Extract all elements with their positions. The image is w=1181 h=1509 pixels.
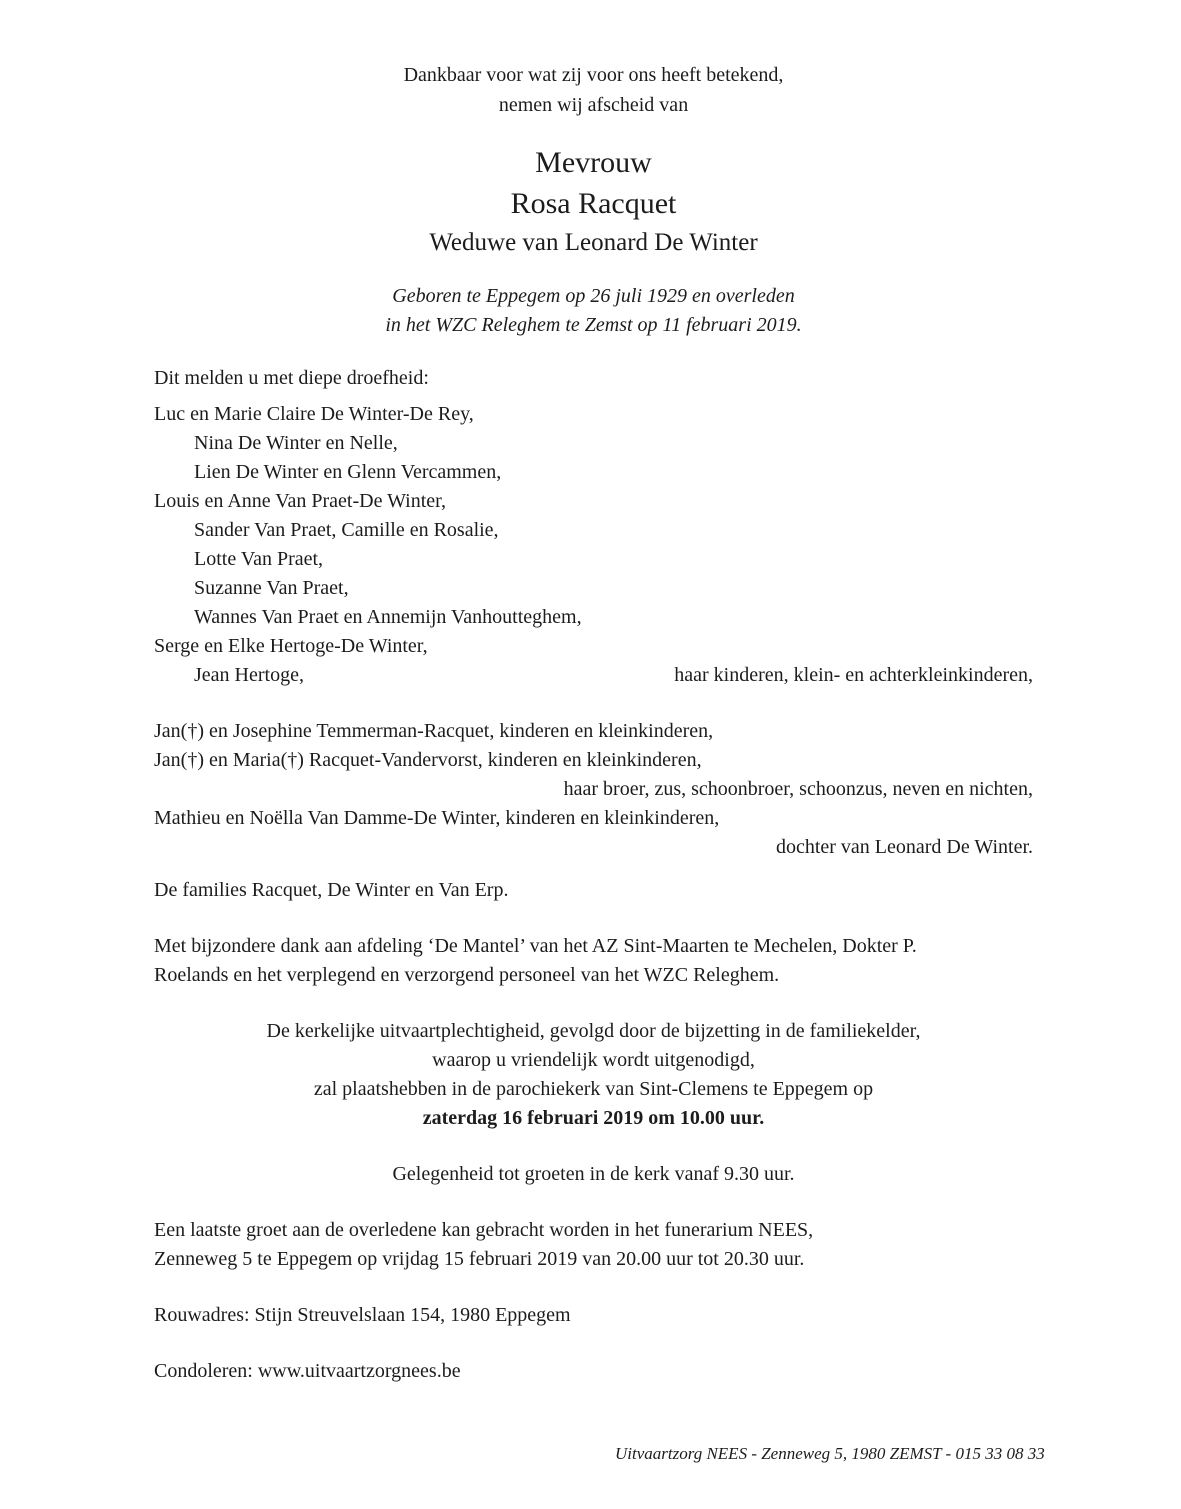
body-line: Met bijzondere dank aan afdeling ‘De Mantel’ van het AZ Sint-Maarten te Mechelen, Dokter P. (154, 935, 917, 957)
body-line (154, 661, 1033, 690)
body-line: Roelands en het verplegend en verzorgend personeel van het WZC Releghem. (154, 964, 780, 986)
body-line: Een laatste groet aan de overledene kan gebracht worden in het funerarium NEES, (154, 1219, 814, 1241)
body-line: Luc en Marie Claire De Winter-De Rey, (154, 403, 474, 425)
body-line: Louis en Anne Van Praet-De Winter, (154, 490, 447, 512)
body-line: haar broer, zus, schoonbroer, schoonzus, neven en nichten, (563, 778, 1033, 800)
body-line: Sander Van Praet, Camille en Rosalie, (194, 519, 499, 541)
body-line-left: Jean Hertoge, (194, 664, 304, 686)
body-line: Jan(†) en Josephine Temmerman-Racquet, kinderen en kleinkinderen, (154, 720, 714, 742)
body-line: Suzanne Van Praet, (194, 577, 349, 599)
dates-line-2: in het WZC Releghem te Zemst op 11 februari 2019. (385, 314, 802, 336)
dates-line-1: Geboren te Eppegem op 26 juli 1929 en overleden (392, 285, 795, 307)
deceased-salutation: Mevrouw (535, 146, 652, 179)
body-line: Lien De Winter en Glenn Vercammen, (194, 461, 502, 483)
deceased-subtitle: Weduwe van Leonard De Winter (429, 229, 758, 256)
announcement-body (154, 364, 1033, 1386)
body-line: De families Racquet, De Winter en Van Erp. (154, 879, 509, 901)
body-line: Wannes Van Praet en Annemijn Vanhoutteghem, (194, 606, 582, 628)
body-line: zaterdag 16 februari 2019 om 10.00 uur. (422, 1107, 765, 1129)
body-line: Jan(†) en Maria(†) Racquet-Vandervorst, kinderen en kleinkinderen, (154, 749, 702, 771)
body-line: zal plaatshebben in de parochiekerk van Sint-Clemens te Eppegem op (313, 1078, 874, 1100)
body-line: Rouwadres: Stijn Streuvelslaan 154, 1980 Eppegem (154, 1304, 571, 1326)
body-line: Condoleren: www.uitvaartzorgnees.be (154, 1360, 461, 1382)
body-line: Mathieu en Noëlla Van Damme-De Winter, kinderen en kleinkinderen, (154, 807, 720, 829)
body-line: De kerkelijke uitvaartplechtigheid, gevolgd door de bijzetting in de familiekelder, (266, 1020, 921, 1042)
body-line: Dit melden u met diepe droefheid: (154, 367, 429, 389)
intro-block (154, 0, 1033, 120)
body-line: Gelegenheid tot groeten in de kerk vanaf 9.30 uur. (392, 1163, 795, 1185)
birth-death-dates (154, 282, 1033, 340)
body-line: Serge en Elke Hertoge-De Winter, (154, 635, 428, 657)
deceased-name: Rosa Racquet (510, 187, 677, 220)
body-line: Nina De Winter en Nelle, (194, 432, 398, 454)
intro-line-2: nemen wij afscheid van (498, 94, 689, 116)
body-line: Lotte Van Praet, (194, 548, 324, 570)
body-line: dochter van Leonard De Winter. (775, 836, 1033, 858)
funeral-home-footer: Uitvaartzorg NEES - Zenneweg 5, 1980 ZEMST - 015 33 08 33 (615, 1444, 1045, 1463)
body-line: waarop u vriendelijk wordt uitgenodigd, (432, 1049, 755, 1071)
intro-line-1: Dankbaar voor wat zij voor ons heeft betekend, (403, 64, 784, 86)
body-line: Zenneweg 5 te Eppegem op vrijdag 15 februari 2019 van 20.00 uur tot 20.30 uur. (154, 1248, 805, 1270)
body-line-right: haar kinderen, klein- en achterkleinkinderen, (674, 664, 1033, 686)
